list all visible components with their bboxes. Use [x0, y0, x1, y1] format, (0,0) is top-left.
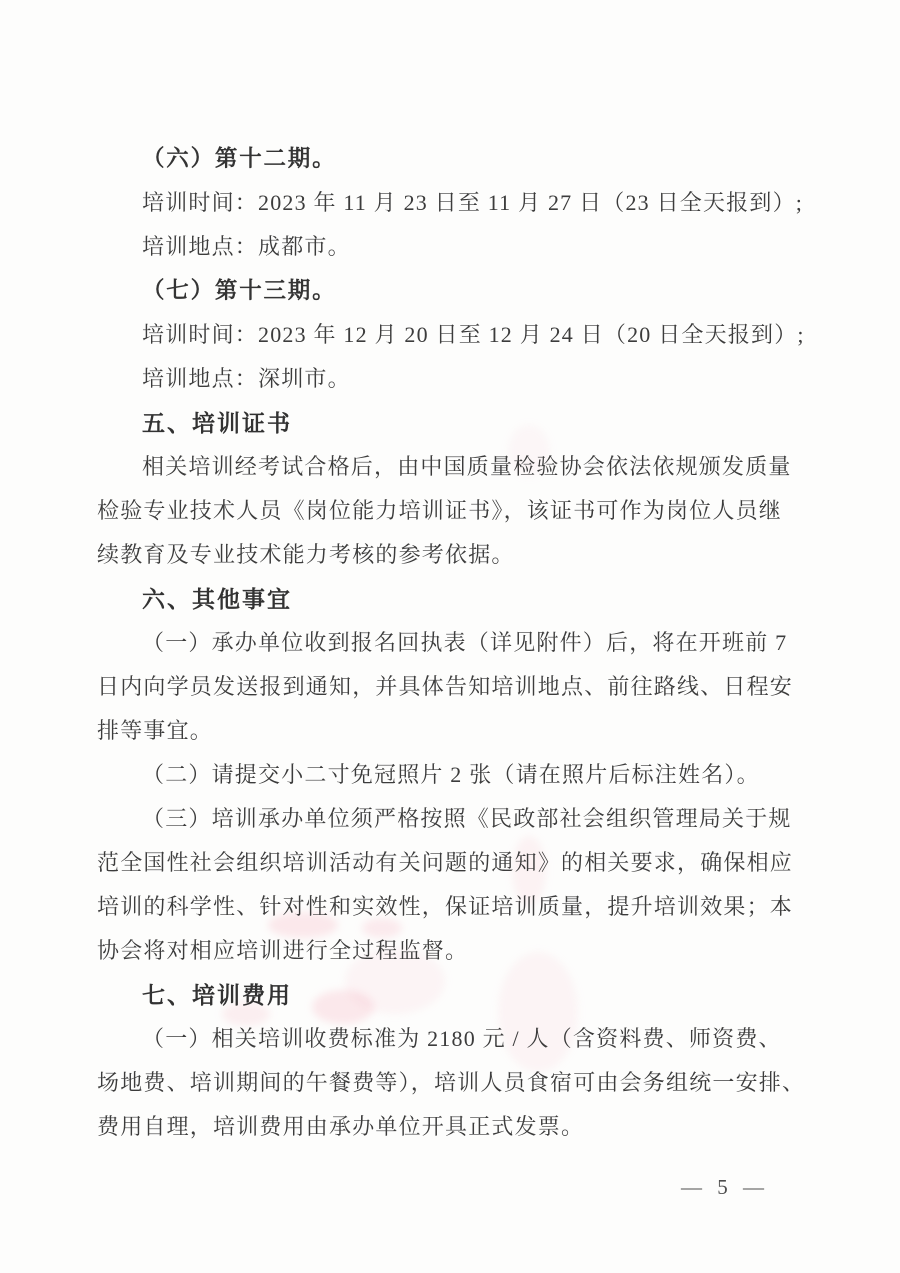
- text-line: （二）请提交小二寸免冠照片 2 张（请在照片后标注姓名）。: [142, 762, 760, 787]
- text-line: 培训地点：深圳市。: [142, 366, 351, 391]
- text-line: 费用自理，培训费用由承办单位开具正式发票。: [97, 1114, 585, 1139]
- text-line: 续教育及专业技术能力考核的参考依据。: [97, 542, 515, 567]
- section-heading: 六、其他事宜: [142, 586, 292, 612]
- text-line: 相关培训经考试合格后，由中国质量检验协会依法依规颁发质量: [142, 454, 792, 479]
- text-line: 培训的科学性、针对性和实效性，保证培训质量，提升培训效果；本: [97, 894, 794, 919]
- section-heading: 七、培训费用: [142, 982, 292, 1008]
- text-line: 培训时间：2023 年 11 月 23 日至 11 月 27 日（23 日全天报到）;: [142, 190, 804, 215]
- text-line: （一）承办单位收到报名回执表（详见附件）后，将在开班前 7: [142, 630, 788, 655]
- text-line: （三）培训承办单位须严格按照《民政部社会组织管理局关于规: [142, 806, 792, 831]
- text-line: 日内向学员发送报到通知，并具体告知培训地点、前往路线、日程安: [97, 674, 794, 699]
- page-number: — 5 —: [681, 1175, 769, 1199]
- text-line: 场地费、培训期间的午餐费等），培训人员食宿可由会务组统一安排、: [97, 1070, 806, 1095]
- text-line: 协会将对相应培训进行全过程监督。: [97, 938, 469, 963]
- text-line: 范全国性社会组织培训活动有关问题的通知》的相关要求，确保相应: [97, 850, 794, 875]
- text-line: 检验专业技术人员《岗位能力培训证书》，该证书可作为岗位人员继: [97, 498, 783, 523]
- text-line: 培训时间：2023 年 12 月 20 日至 12 月 24 日（20 日全天报到）;: [142, 322, 805, 347]
- sub-section-heading: （六）第十二期。: [142, 146, 337, 171]
- text-line: （一）相关培训收费标准为 2180 元 / 人（含资料费、师资费、: [142, 1026, 782, 1051]
- section-heading: 五、培训证书: [142, 410, 292, 436]
- text-line: 培训地点：成都市。: [142, 234, 351, 259]
- sub-section-heading: （七）第十三期。: [142, 278, 337, 303]
- text-line: 排等事宜。: [97, 718, 214, 743]
- document-body: [97, 137, 817, 1149]
